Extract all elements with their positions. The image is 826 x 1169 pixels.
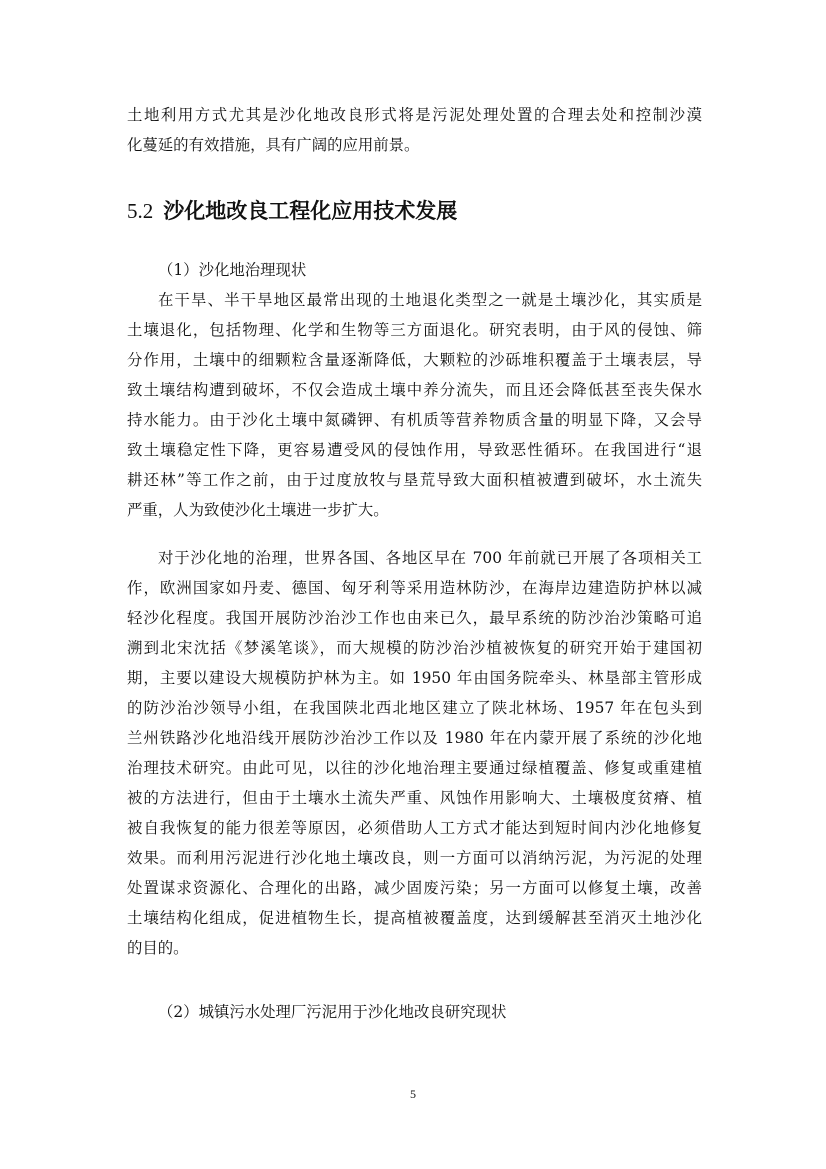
text-line: 治理技术研究。由此可见，以往的沙化地治理主要通过绿植覆盖、修复或重建植: [127, 759, 702, 777]
text-line: 致土壤稳定性下降，更容易遭受风的侵蚀作用，导致恶性循环。在我国进行“退: [127, 441, 702, 459]
text-line: 耕还林”等工作之前，由于过度放牧与垦荒导致大面积植被遭到破坏，水土流失: [127, 471, 702, 489]
text-line: 被的方法进行，但由于土壤水土流失严重、风蚀作用影响大、土壤极度贫瘠、植: [127, 789, 702, 807]
section-heading: [127, 196, 457, 226]
intro-paragraph: [127, 100, 702, 160]
text-line: 溯到北宋沈括《梦溪笔谈》，而大规模的防沙治沙植被恢复的研究开始于建国初: [127, 639, 702, 657]
text-line: 化蔓延的有效措施，具有广阔的应用前景。: [127, 136, 420, 154]
paragraph-2: [127, 543, 702, 963]
text-line: 的目的。: [127, 939, 189, 957]
text-line: 处置谋求资源化、合理化的出路，减少固废污染；另一方面可以修复土壤，改善: [127, 879, 702, 897]
subsection-heading-1: （1）沙化地治理现状: [158, 261, 307, 279]
text-line: 持水能力。由于沙化土壤中氮磷钾、有机质等营养物质含量的明显下降，又会导: [127, 411, 702, 429]
section-title: 沙化地改良工程化应用技术发展: [163, 199, 458, 223]
text-line: 致土壤结构遭到破坏，不仅会造成土壤中养分流失，而且还会降低甚至丧失保水: [127, 381, 702, 399]
text-line: 严重，人为致使沙化土壤进一步扩大。: [127, 501, 389, 519]
text-line: 效果。而利用污泥进行沙化地土壤改良，则一方面可以消纳污泥，为污泥的处理: [127, 849, 702, 867]
page-number: 5: [410, 1087, 416, 1101]
text-line: 在干旱、半干旱地区最常出现的土地退化类型之一就是土壤沙化，其实质是: [158, 291, 702, 309]
text-line: 分作用，土壤中的细颗粒含量逐渐降低，大颗粒的沙砾堆积覆盖于土壤表层，导: [127, 351, 702, 369]
text-line: 土壤退化，包括物理、化学和生物等三方面退化。研究表明，由于风的侵蚀、筛: [127, 321, 702, 339]
text-line: 土壤结构化组成，促进植物生长，提高植被覆盖度，达到缓解甚至消灭土地沙化: [127, 909, 702, 927]
text-line: 的防沙治沙领导小组，在我国陕北西北地区建立了陕北林场、1957 年在包头到: [127, 699, 702, 717]
text-line: 轻沙化程度。我国开展防沙治沙工作也由来已久，最早系统的防沙治沙策略可追: [127, 609, 702, 627]
section-number: 5.2: [127, 199, 154, 223]
text-line: 被自我恢复的能力很差等原因，必须借助人工方式才能达到短时间内沙化地修复: [127, 819, 702, 837]
text-line: 兰州铁路沙化地沿线开展防沙治沙工作以及 1980 年在内蒙开展了系统的沙化地: [127, 729, 702, 747]
paragraph-1: [127, 285, 702, 525]
text-line: 期，主要以建设大规模防护林为主。如 1950 年由国务院牵头、林垦部主管形成: [127, 669, 702, 687]
text-line: 对于沙化地的治理，世界各国、各地区早在 700 年前就已开展了各项相关工: [158, 549, 702, 567]
text-line: 土地利用方式尤其是沙化地改良形式将是污泥处理处置的合理去处和控制沙漠: [127, 106, 702, 124]
subsection-heading-2: （2）城镇污水处理厂污泥用于沙化地改良研究现状: [158, 1003, 507, 1021]
text-line: 作，欧洲国家如丹麦、德国、匈牙利等采用造林防沙，在海岸边建造防护林以减: [127, 579, 702, 597]
